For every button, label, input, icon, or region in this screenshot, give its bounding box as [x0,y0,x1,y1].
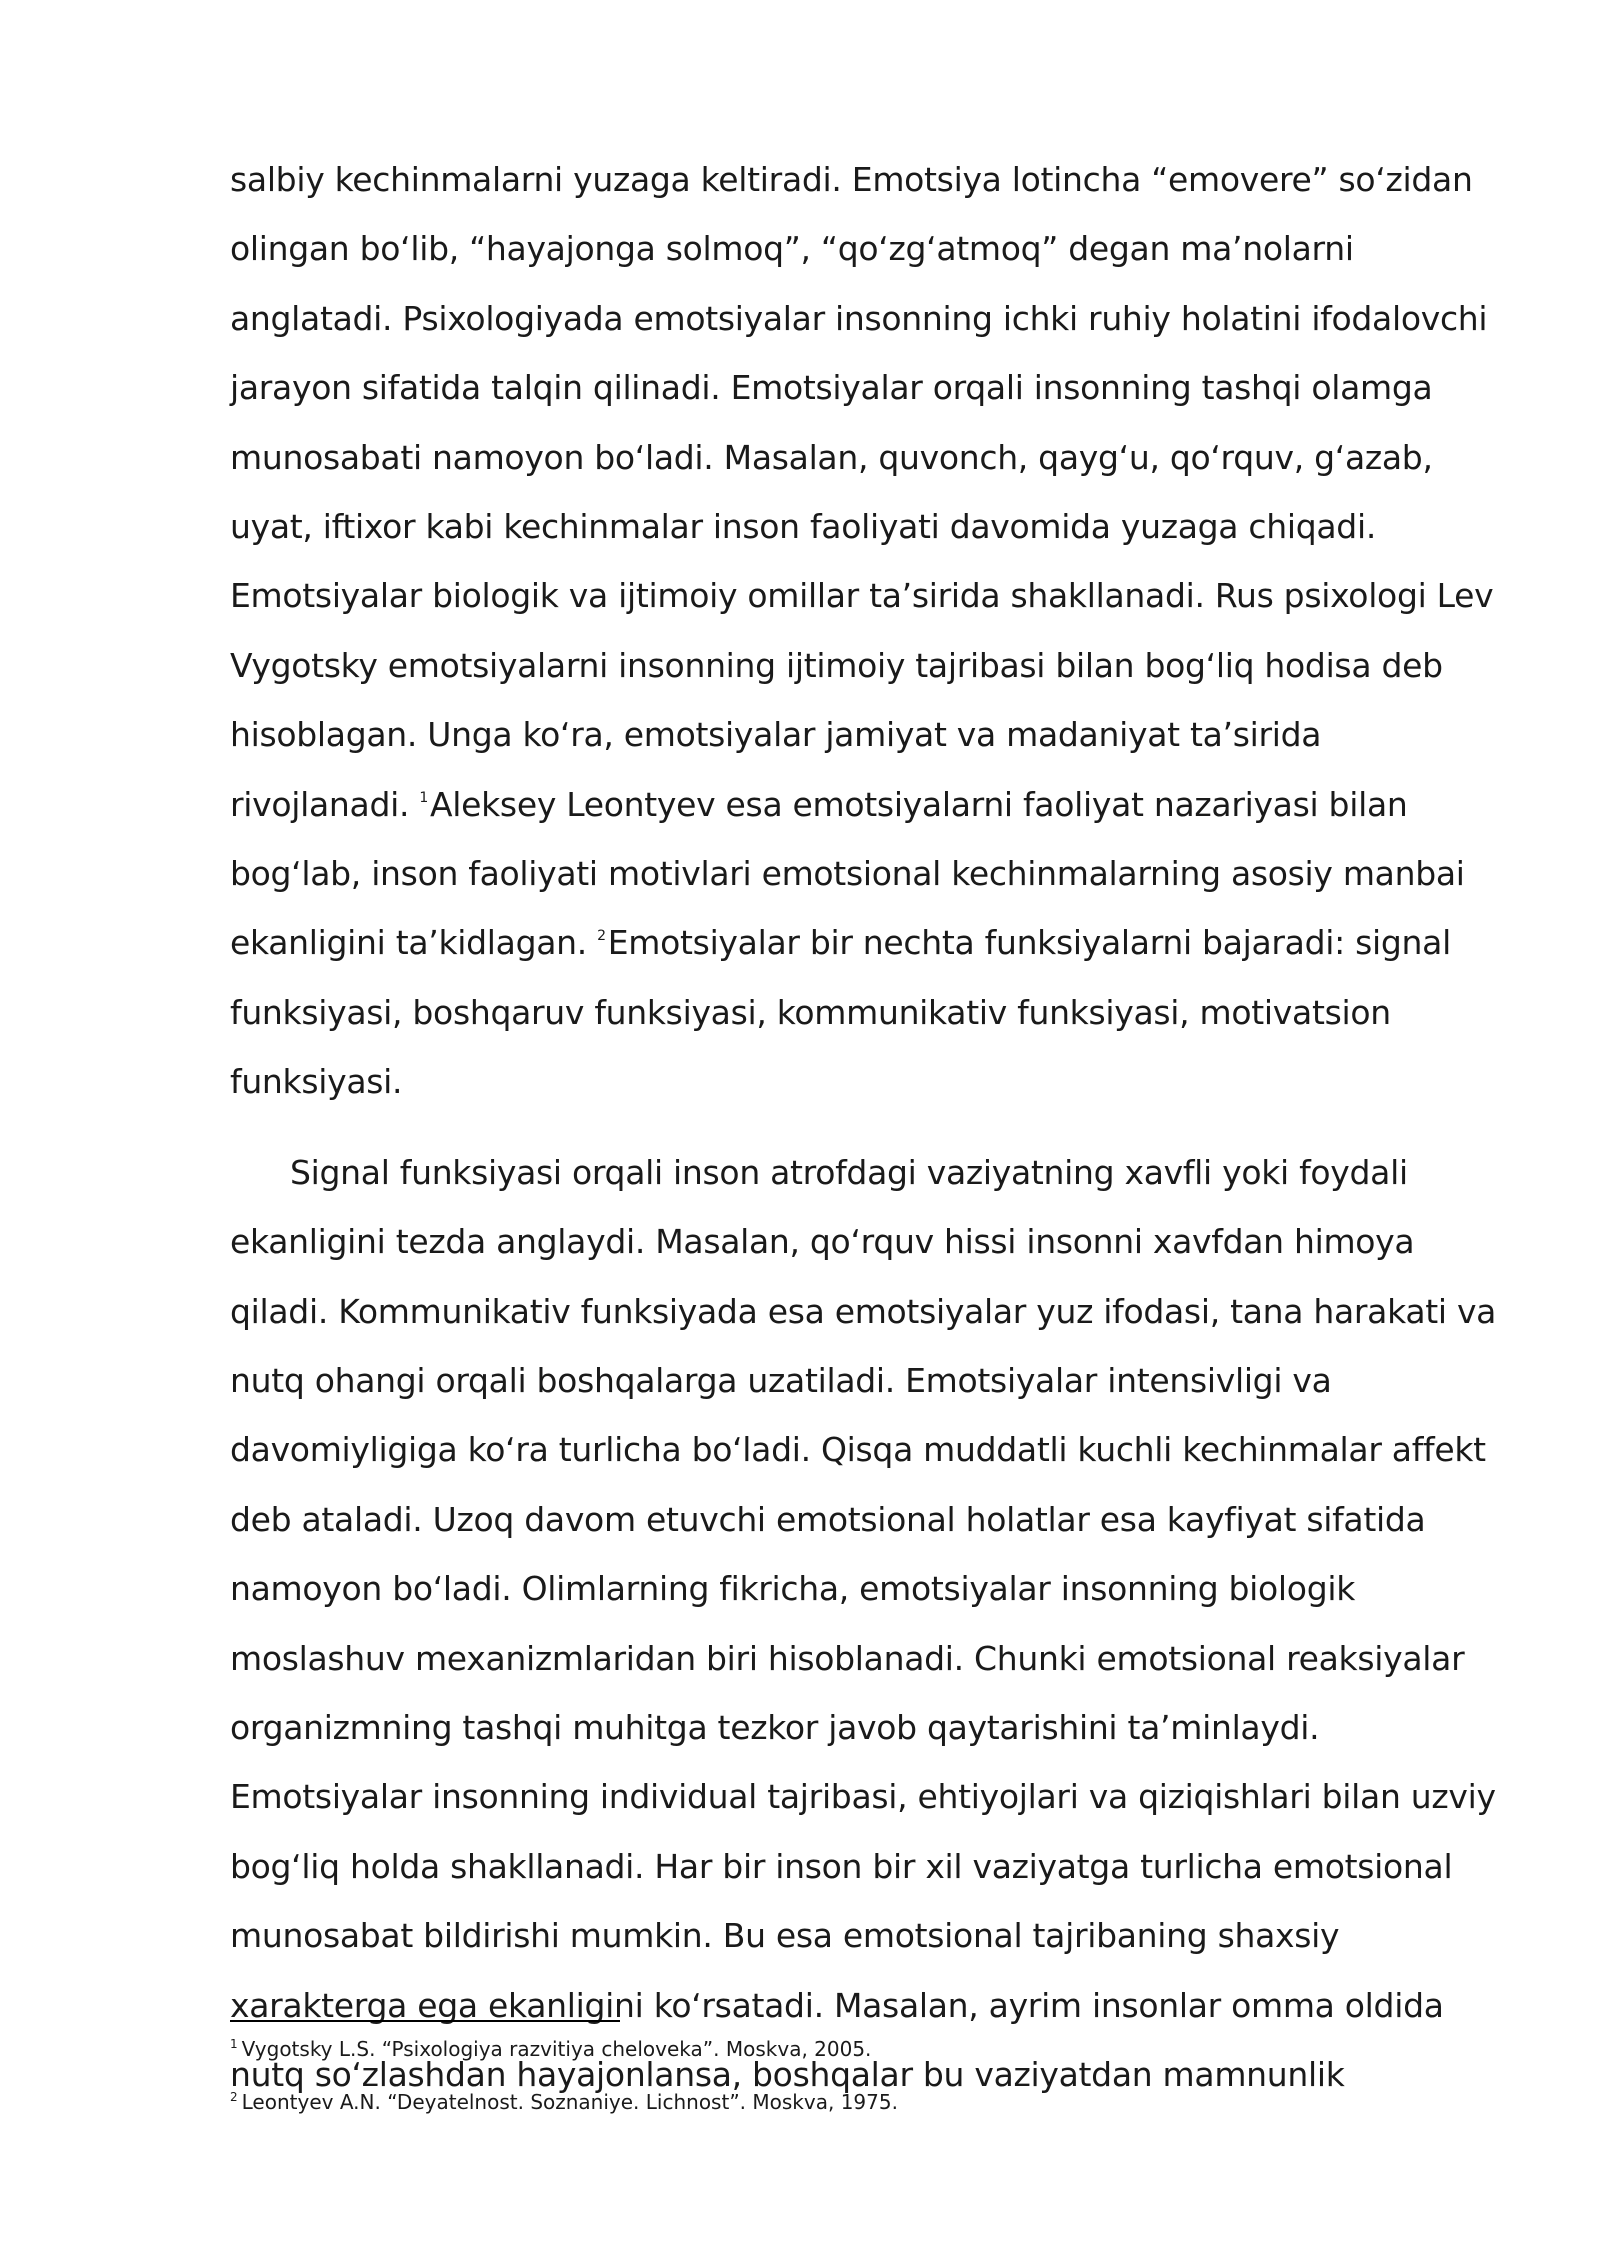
footnote-1 [230,2036,1430,2062]
body-text [230,145,1500,2109]
footnote-number: 2 [230,2090,238,2104]
paragraph-1-segment-a: salbiy kechinmalarni yuzaga keltiradi. Emotsiya lotincha “emovere” soʻzidan olingan boʻlib, “hayajonga solmoq”, “qoʻzgʻatmoq” degan maʼnolarni anglatadi. Psixologiyada emotsiyalar insonning ichki ruhiy holatini ifodalovchi jarayon sifatida talqin qilinadi. Emotsiyalar orqali insonning tashqi olamga munosabati namoyon boʻladi. Masalan, quvonch, qaygʻu, qoʻrquv, gʻazab, uyat, iftixor kabi kechinmalar inson faoliyati davomida yuzaga chiqadi. Emotsiyalar biologik va ijtimoiy omillar taʼsirida shakllanadi. Rus psixologi Lev Vygotsky emotsiyalarni insonning ijtimoiy tajribasi bilan bogʻliq hodisa deb hisoblagan. Unga koʻra, emotsiyalar jamiyat va madaniyat taʼsirida rivojlanadi. [230,160,1494,824]
footnote-separator [230,2020,620,2022]
footnote-text: Leontyev A.N. “Deyatelnost. Soznaniye. Lichnost”. Moskva, 1975. [241,2090,898,2114]
paragraph-1 [230,145,1500,1117]
footnote-number: 1 [230,2037,238,2051]
footnote-reference-1[interactable]: 1 [419,789,428,806]
footnote-2 [230,2089,1430,2115]
paragraph-1-segment-c: Emotsiyalar bir nechta funksiyalarni bajaradi: signal funksiyasi, boshqaruv funksiyasi, kommunikativ funksiyasi, motivatsion funksiyasi. [230,923,1451,1102]
footnote-text: Vygotsky L.S. “Psixologiya razvitiya cheloveka”. Moskva, 2005. [241,2037,872,2061]
paragraph-2: Signal funksiyasi orqali inson atrofdagi vaziyatning xavfli yoki foydali ekanligini tezda anglaydi. Masalan, qoʻrquv hissi insonni xavfdan himoya qiladi. Kommunikativ funksiyada esa emotsiyalar yuz ifodasi, tana harakati va nutq ohangi orqali boshqalarga uzatiladi. Emotsiyalar intensivligi va davomiyligiga koʻra turlicha boʻladi. Qisqa muddatli kuchli kechinmalar affekt deb ataladi. Uzoq davom etuvchi emotsional holatlar esa kayfiyat sifatida namoyon boʻladi. Olimlarning fikricha, emotsiyalar insonning biologik moslashuv mexanizmlaridan biri hisoblanadi. Chunki emotsional reaksiyalar organizmning tashqi muhitga tezkor javob qaytarishini taʼminlaydi. Emotsiyalar insonning individual tajribasi, ehtiyojlari va qiziqishlari bilan uzviy bogʻliq holda shakllanadi. Har bir inson bir xil vaziyatga turlicha emotsional munosabat bildirishi mumkin. Bu esa emotsional tajribaning shaxsiy xarakterga ega ekanligini koʻrsatadi. Masalan, ayrim insonlar omma oldida nutq soʻzlashdan hayajonlansa, boshqalar bu vaziyatdan mamnunlik [230,1152,1497,2094]
footnotes [230,2036,1430,2142]
footnote-reference-2[interactable]: 2 [597,928,606,945]
paragraph-1-segment-b: Aleksey Leontyev esa emotsiyalarni faoliyat nazariyasi bilan bogʻlab, inson faoliyati motivlari emotsional kechinmalarning asosiy manbai ekanligini taʼkidlagan. [230,784,1465,963]
